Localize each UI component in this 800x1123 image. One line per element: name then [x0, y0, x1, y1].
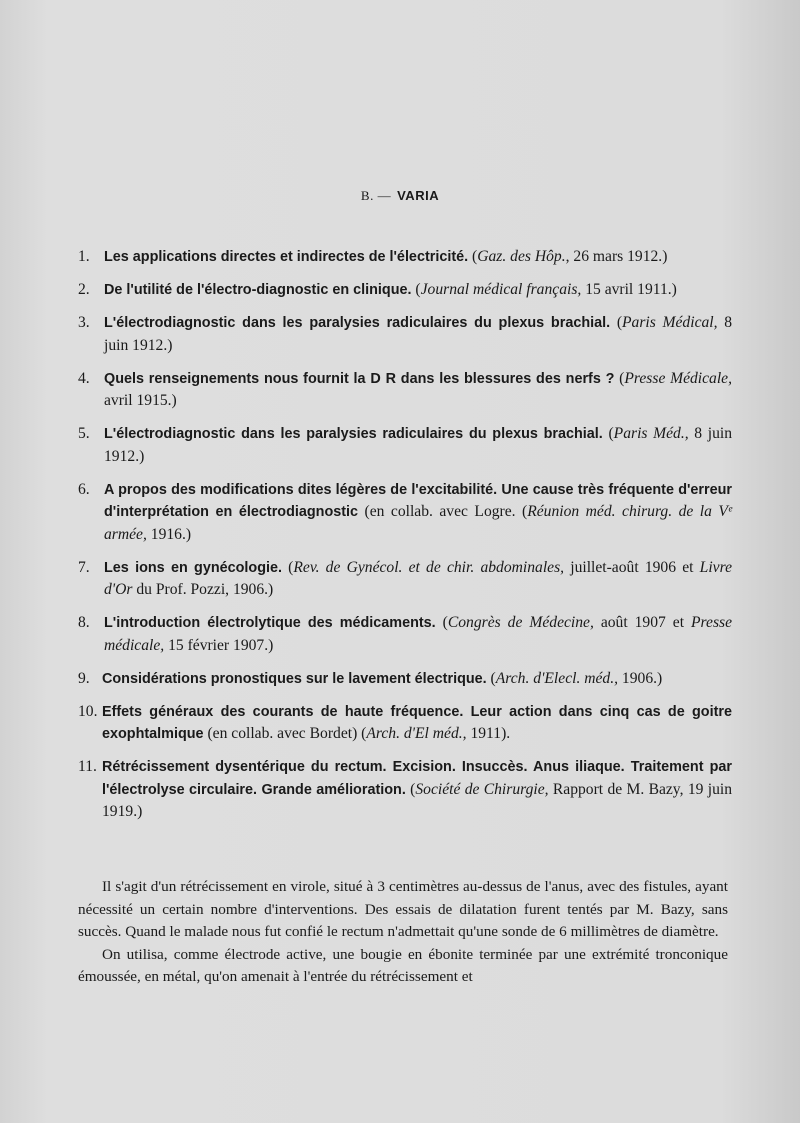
reference-list	[78, 246, 732, 834]
reference-source: Réunion méd. chirurg. de la Vᵉ armée,	[104, 503, 733, 543]
reference-text: (en collab. avec Logre. (	[358, 503, 528, 520]
reference-number: 1.	[78, 248, 90, 265]
reference-title: Quels renseignements nous fournit la D R dans les blessures des nerfs ?	[104, 370, 615, 387]
reference-source: Presse Médicale,	[624, 369, 732, 387]
reference-item	[78, 479, 732, 547]
body-paragraph: Il s'agit d'un rétrécissement en virole, situé à 3 centimètres au-dessus de l'anus, avec des fistules, ayant nécessité un certain nombre d'interventions. Des essais de dilatation furent tentés par M. Bazy, sans succès. Quand le malade nous fut confié le rectum n'admettait qu'une sonde de 6 millimètres de diamètre.	[78, 878, 728, 940]
reference-number: 8.	[78, 614, 90, 631]
section-title: VARIA	[397, 188, 440, 203]
reference-text: (	[468, 248, 478, 265]
reference-item	[78, 612, 732, 657]
reference-number: 11.	[78, 758, 97, 775]
reference-text: (	[610, 314, 623, 331]
reference-item	[78, 279, 732, 302]
reference-source: Paris Médical,	[622, 314, 718, 331]
section-heading	[0, 188, 800, 204]
reference-text: juillet-août 1906 et	[564, 558, 700, 576]
reference-number: 3.	[78, 314, 90, 331]
reference-text: Rapport de M. Bazy, 19 juin 1919.)	[102, 780, 732, 820]
reference-number: 5.	[78, 425, 90, 442]
reference-item	[78, 368, 732, 413]
reference-text: 15 avril 1911.)	[581, 281, 677, 298]
reference-source: Arch. d'Elecl. méd.,	[495, 669, 619, 687]
reference-title: Les ions en gynécologie.	[104, 559, 282, 576]
reference-source: Rev. de Gynécol. et de chir. abdominales,	[293, 558, 565, 576]
reference-text: (	[282, 558, 294, 576]
reference-title: De l'utilité de l'électro-diagnostic en clinique.	[104, 282, 412, 298]
reference-title: A propos des modifications dites légères de l'excitabilité. Une cause très fréquente d'erreur d'interprétation en électrodiagnostic	[104, 481, 732, 520]
reference-item	[78, 668, 732, 691]
reference-source: Société de Chirurgie,	[415, 780, 549, 798]
reference-text: avril 1915.)	[104, 392, 177, 409]
reference-number: 9.	[78, 669, 90, 687]
reference-text: 8 juin 1912.)	[104, 314, 733, 354]
reference-source: Arch. d'El méd.,	[366, 725, 467, 742]
reference-text: du Prof. Pozzi, 1906.)	[132, 581, 274, 598]
reference-text: (	[435, 614, 448, 631]
reference-item	[78, 423, 732, 468]
reference-item	[78, 701, 732, 746]
reference-text: (	[614, 369, 625, 387]
reference-title: Rétrécissement dysentérique du rectum. Excision. Insuccès. Anus iliaque. Traitement par l'électrolyse circulaire. Grande amélioration.	[102, 759, 732, 798]
reference-title: Les applications directes et indirectes de l'électricité.	[104, 249, 469, 265]
reference-text: (	[405, 780, 416, 798]
reference-item	[78, 557, 732, 602]
reference-number: 10.	[78, 702, 98, 720]
reference-source: Journal médical français,	[420, 281, 582, 298]
reference-text: (	[486, 669, 496, 687]
reference-text: (	[602, 425, 614, 442]
reference-text: 1916.)	[146, 525, 192, 543]
reference-source: Paris Méd.,	[613, 425, 689, 442]
reference-text: (	[411, 281, 421, 298]
reference-source: Gaz. des Hôp.	[477, 248, 566, 265]
reference-number: 7.	[78, 558, 90, 576]
reference-number: 4.	[78, 369, 90, 387]
reference-text: 8 juin 1912.)	[104, 425, 733, 465]
reference-text: 1911).	[466, 725, 511, 742]
body-text	[78, 876, 728, 989]
reference-source: Livre d'Or	[104, 558, 732, 598]
reference-item	[78, 246, 732, 269]
reference-source: Congrès de Médecine,	[447, 614, 594, 631]
reference-text: , 26 mars 1912.)	[565, 248, 668, 265]
reference-title: L'électrodiagnostic dans les paralysies radiculaires du plexus brachial.	[104, 315, 611, 331]
reference-number: 2.	[78, 281, 90, 298]
reference-item	[78, 312, 732, 357]
reference-title: Effets généraux des courants de haute fréquence. Leur action dans cinq cas de goitre exophtalmique	[102, 703, 732, 742]
reference-text: 1906.)	[618, 669, 663, 687]
reference-source: Presse médicale,	[104, 614, 733, 654]
reference-title: L'électrodiagnostic dans les paralysies radiculaires du plexus brachial.	[104, 426, 603, 442]
reference-text: août 1907 et	[593, 614, 692, 631]
reference-number: 6.	[78, 480, 90, 498]
body-paragraph: On utilisa, comme électrode active, une bougie en ébonite terminée par une extrémité tronconique émoussée, en métal, qu'on amenait à l'entrée du rétrécissement et	[78, 945, 728, 985]
section-prefix: B. —	[360, 188, 392, 203]
reference-text: (en collab. avec Bordet) (	[203, 725, 367, 742]
reference-item	[78, 756, 732, 824]
reference-title: Considérations pronostiques sur le lavement électrique.	[102, 670, 487, 687]
reference-title: L'introduction électrolytique des médicaments.	[104, 615, 436, 631]
reference-text: 15 février 1907.)	[164, 636, 274, 654]
